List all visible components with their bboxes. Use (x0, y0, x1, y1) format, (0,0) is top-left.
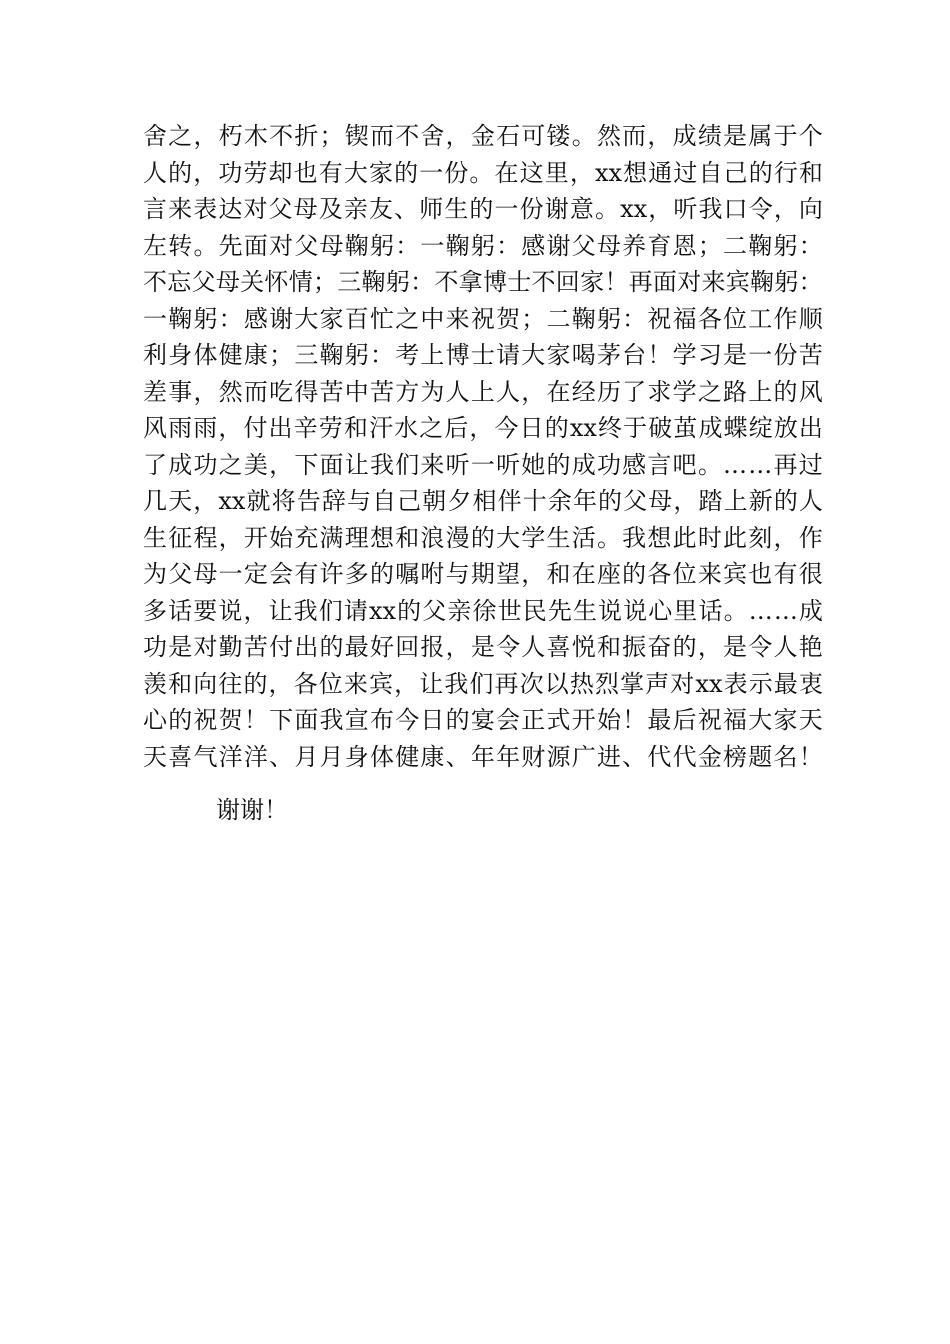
paragraph-line: 天 喜 气 洋 洋 、 月 月 身 体 健 康 、 年 年 财 源 广 进 、 代 代 金 榜 题 名 ！ (143, 742, 823, 771)
speech-paragraph (143, 118, 823, 775)
paragraph-line: 不 忘 父 母 关 怀 情 ； 三 鞠 躬 ： 不 拿 博 士 不 回 家 ！ 再 面 对 来 宾 鞠 躬 ： (143, 268, 823, 296)
paragraph-line: 心 的 祝 贺 ！ 下 面 我 宣 布 今 日 的 宴 会 正 式 开 始 ！ 最 后 祝 福 大 家 天 (143, 706, 823, 734)
paragraph-line: 舍 之 ， 朽 木 不 折 ； 锲 而 不 舍 ， 金 石 可 镂 。 然 而 ， 成 绩 是 属 于 个 (143, 122, 823, 150)
paragraph-line: 一 鞠 躬 ： 感 谢 大 家 百 忙 之 中 来 祝 贺 ； 二 鞠 躬 ： 祝 福 各 位 工 作 顺 (143, 304, 823, 333)
paragraph-line: 利 身 体 健 康 ； 三 鞠 躬 ： 考 上 博 士 请 大 家 喝 茅 台 ！ 学 习 是 一 份 苦 (143, 341, 823, 369)
paragraph-line: 多 话 要 说 ， 让 我 们 请 xx 的 父 亲 徐 世 民 先 生 说 说 心 里 话 。 … … 成 (143, 596, 823, 625)
paragraph-line: 功 是 对 勤 苦 付 出 的 最 好 回 报 ， 是 令 人 喜 悦 和 振 奋 的 ， 是 令 人 艳 (143, 633, 823, 661)
paragraph-line: 几 天 ， xx 就 将 告 辞 与 自 己 朝 夕 相 伴 十 余 年 的 父 母 ， 踏 上 新 的 人 (143, 487, 823, 515)
closing-thanks: 谢谢！ (216, 796, 288, 824)
paragraph-line: 为 父 母 一 定 会 有 许 多 的 嘱 咐 与 期 望 ， 和 在 座 的 各 位 来 宾 也 有 很 (143, 560, 823, 588)
paragraph-line: 羡 和 向 往 的 ， 各 位 来 宾 ， 让 我 们 再 次 以 热 烈 掌 声 对 xx 表 示 最 衷 (143, 669, 823, 698)
paragraph-line: 风 雨 雨 ， 付 出 辛 劳 和 汗 水 之 后 ， 今 日 的 xx 终 于 破 茧 成 蝶 绽 放 出 (143, 414, 823, 442)
paragraph-line: 人 的 ， 功 劳 却 也 有 大 家 的 一 份 。 在 这 里 ， xx 想 通 过 自 己 的 行 和 (143, 158, 823, 187)
paragraph-line: 左 转 。 先 面 对 父 母 鞠 躬 ： 一 鞠 躬 ： 感 谢 父 母 养 育 恩 ； 二 鞠 躬 ： (143, 231, 823, 260)
paragraph-line: 差 事 ， 然 而 吃 得 苦 中 苦 方 为 人 上 人 ， 在 经 历 了 求 学 之 路 上 的 风 (143, 377, 823, 406)
paragraph-line: 了 成 功 之 美 ， 下 面 让 我 们 来 听 一 听 她 的 成 功 感 言 吧 。 … … 再 过 (143, 450, 823, 479)
paragraph-line: 生 征 程 ， 开 始 充 满 理 想 和 浪 漫 的 大 学 生 活 。 我 想 此 时 此 刻 ， 作 (143, 523, 823, 552)
paragraph-line: 言 来 表 达 对 父 母 及 亲 友 、 师 生 的 一 份 谢 意 。 xx ， 听 我 口 令 ， 向 (143, 195, 823, 223)
